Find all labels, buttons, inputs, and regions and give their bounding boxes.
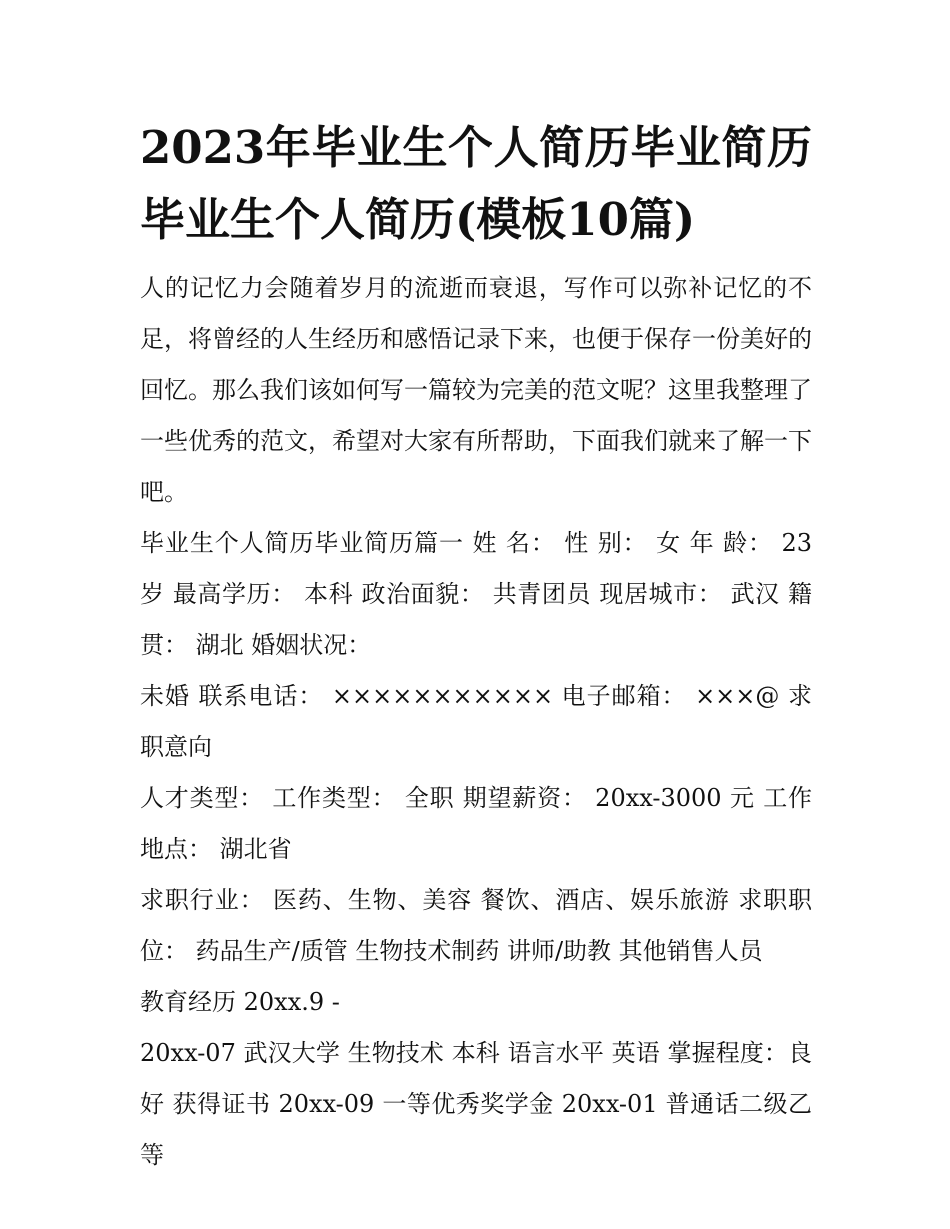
resume-education-detail: 20xx-07 武汉大学 生物技术 本科 语言水平 英语 掌握程度：良好 获得证书 20xx-09 一等优秀奖学金 20xx-01 普通话二级乙等	[140, 1039, 812, 1169]
resume-industry: 求职行业： 医药、生物、美容 餐饮、酒店、娱乐旅游 求职职位： 药品生产/质管 生物技术制药 讲师/助教 其他销售人员	[140, 886, 812, 965]
resume-job-intent: 人才类型： 工作类型： 全职 期望薪资： 20xx-3000 元 工作地点： 湖北省	[140, 784, 812, 863]
resume-contact-info: 未婚 联系电话： ××××××××××× 电子邮箱： ×××@ 求职意向	[140, 682, 812, 761]
document-page	[140, 112, 812, 1181]
document-title: 2023年毕业生个人简历毕业简历 毕业生个人简历(模板10篇)	[140, 121, 812, 246]
resume-education-heading: 教育经历 20xx.9 -	[140, 988, 340, 1016]
intro-paragraph: 人的记忆力会随着岁月的流逝而衰退，写作可以弥补记忆的不足，将曾经的人生经历和感悟记录下来，也便于保存一份美好的回忆。那么我们该如何写一篇较为完美的范文呢？这里我整理了一些优秀的范文，希望对大家有所帮助，下面我们就来了解一下吧。	[140, 274, 812, 506]
resume-basic-info: 毕业生个人简历毕业简历篇一 姓 名： 性 别： 女 年 龄： 23 岁 最高学历： 本科 政治面貌： 共青团员 现居城市： 武汉 籍贯： 湖北 婚姻状况：	[140, 529, 812, 659]
